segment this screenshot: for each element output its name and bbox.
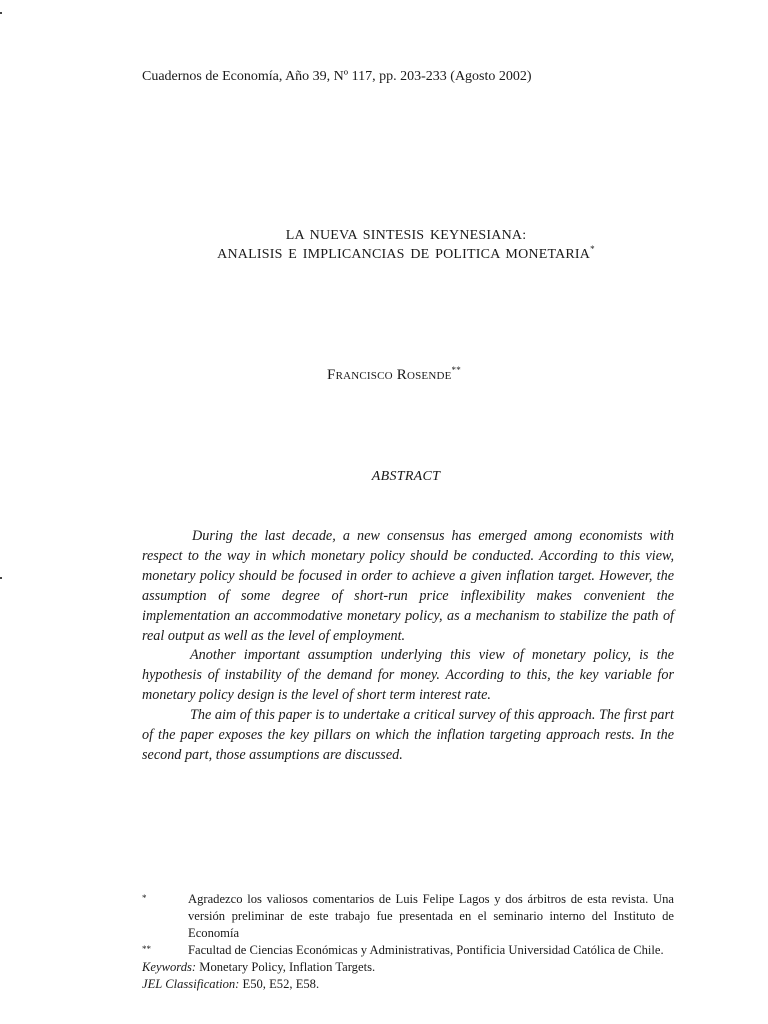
footnote — [142, 942, 674, 959]
jel-value: E50, E52, E58. — [239, 977, 320, 992]
paper-title — [0, 226, 768, 264]
title-footnote-mark: * — [590, 244, 595, 254]
abstract-paragraph: Another important assumption underlying this view of monetary policy, is the hypothesis of instability of the demand for money. According to this, the key variable for monetary policy design is the level of short term interest rate. — [142, 647, 674, 704]
abstract-paragraph: During the last decade, a new consensus has emerged among economists with respect to the way in which monetary policy should be conducted. According to this view, monetary policy should be focused in order to achieve a given inflation target. However, the assumption of some degree of short-run price inflexibility makes convenient the implementation an accommodative monetary policy, as a mechanism to stabilize the path of real output as well as the level of employment. — [142, 528, 674, 644]
title-line-1: LA NUEVA SINTESIS KEYNESIANA: — [285, 228, 527, 243]
footnote-mark: ** — [142, 944, 151, 955]
keywords-line — [142, 959, 674, 976]
author-name — [0, 366, 768, 385]
footnote — [142, 891, 674, 942]
abstract-body — [142, 527, 674, 766]
journal-citation: Cuadernos de Economía, Año 39, Nº 117, pp. 203-233 (Agosto 2002) — [142, 69, 532, 84]
jel-label: JEL Classification: — [142, 977, 240, 992]
keywords-value: Monetary Policy, Inflation Targets. — [196, 960, 376, 975]
abstract-heading: ABSTRACT — [371, 469, 441, 484]
scan-edge-mark — [0, 12, 2, 14]
footnote-text: Facultad de Ciencias Económicas y Administrativas, Pontificia Universidad Católica de Chile. — [188, 943, 664, 958]
title-line-2-text: ANALISIS E IMPLICANCIAS DE POLITICA MONETARIA — [217, 247, 591, 262]
abstract-paragraph: The aim of this paper is to undertake a critical survey of this approach. The first part of the paper exposes the key pillars on which the inflation targeting approach rests. In the second part, those assumptions are discussed. — [142, 707, 674, 763]
author-footnote-mark: ** — [451, 365, 461, 375]
keywords-label: Keywords: — [142, 960, 197, 975]
footnote-mark: * — [142, 893, 147, 903]
title-line-2 — [0, 245, 768, 264]
author-name-text: Francisco Rosende — [327, 367, 452, 383]
footnote-text: Agradezco los valiosos comentarios de Luis Felipe Lagos y dos árbitros de esta revista. Una versión preliminar de este trabajo fue presentada en el seminario interno del Instituto de Economía — [188, 892, 674, 941]
footnotes — [142, 891, 674, 994]
scan-edge-mark — [0, 577, 2, 579]
jel-classification-line — [142, 976, 674, 993]
